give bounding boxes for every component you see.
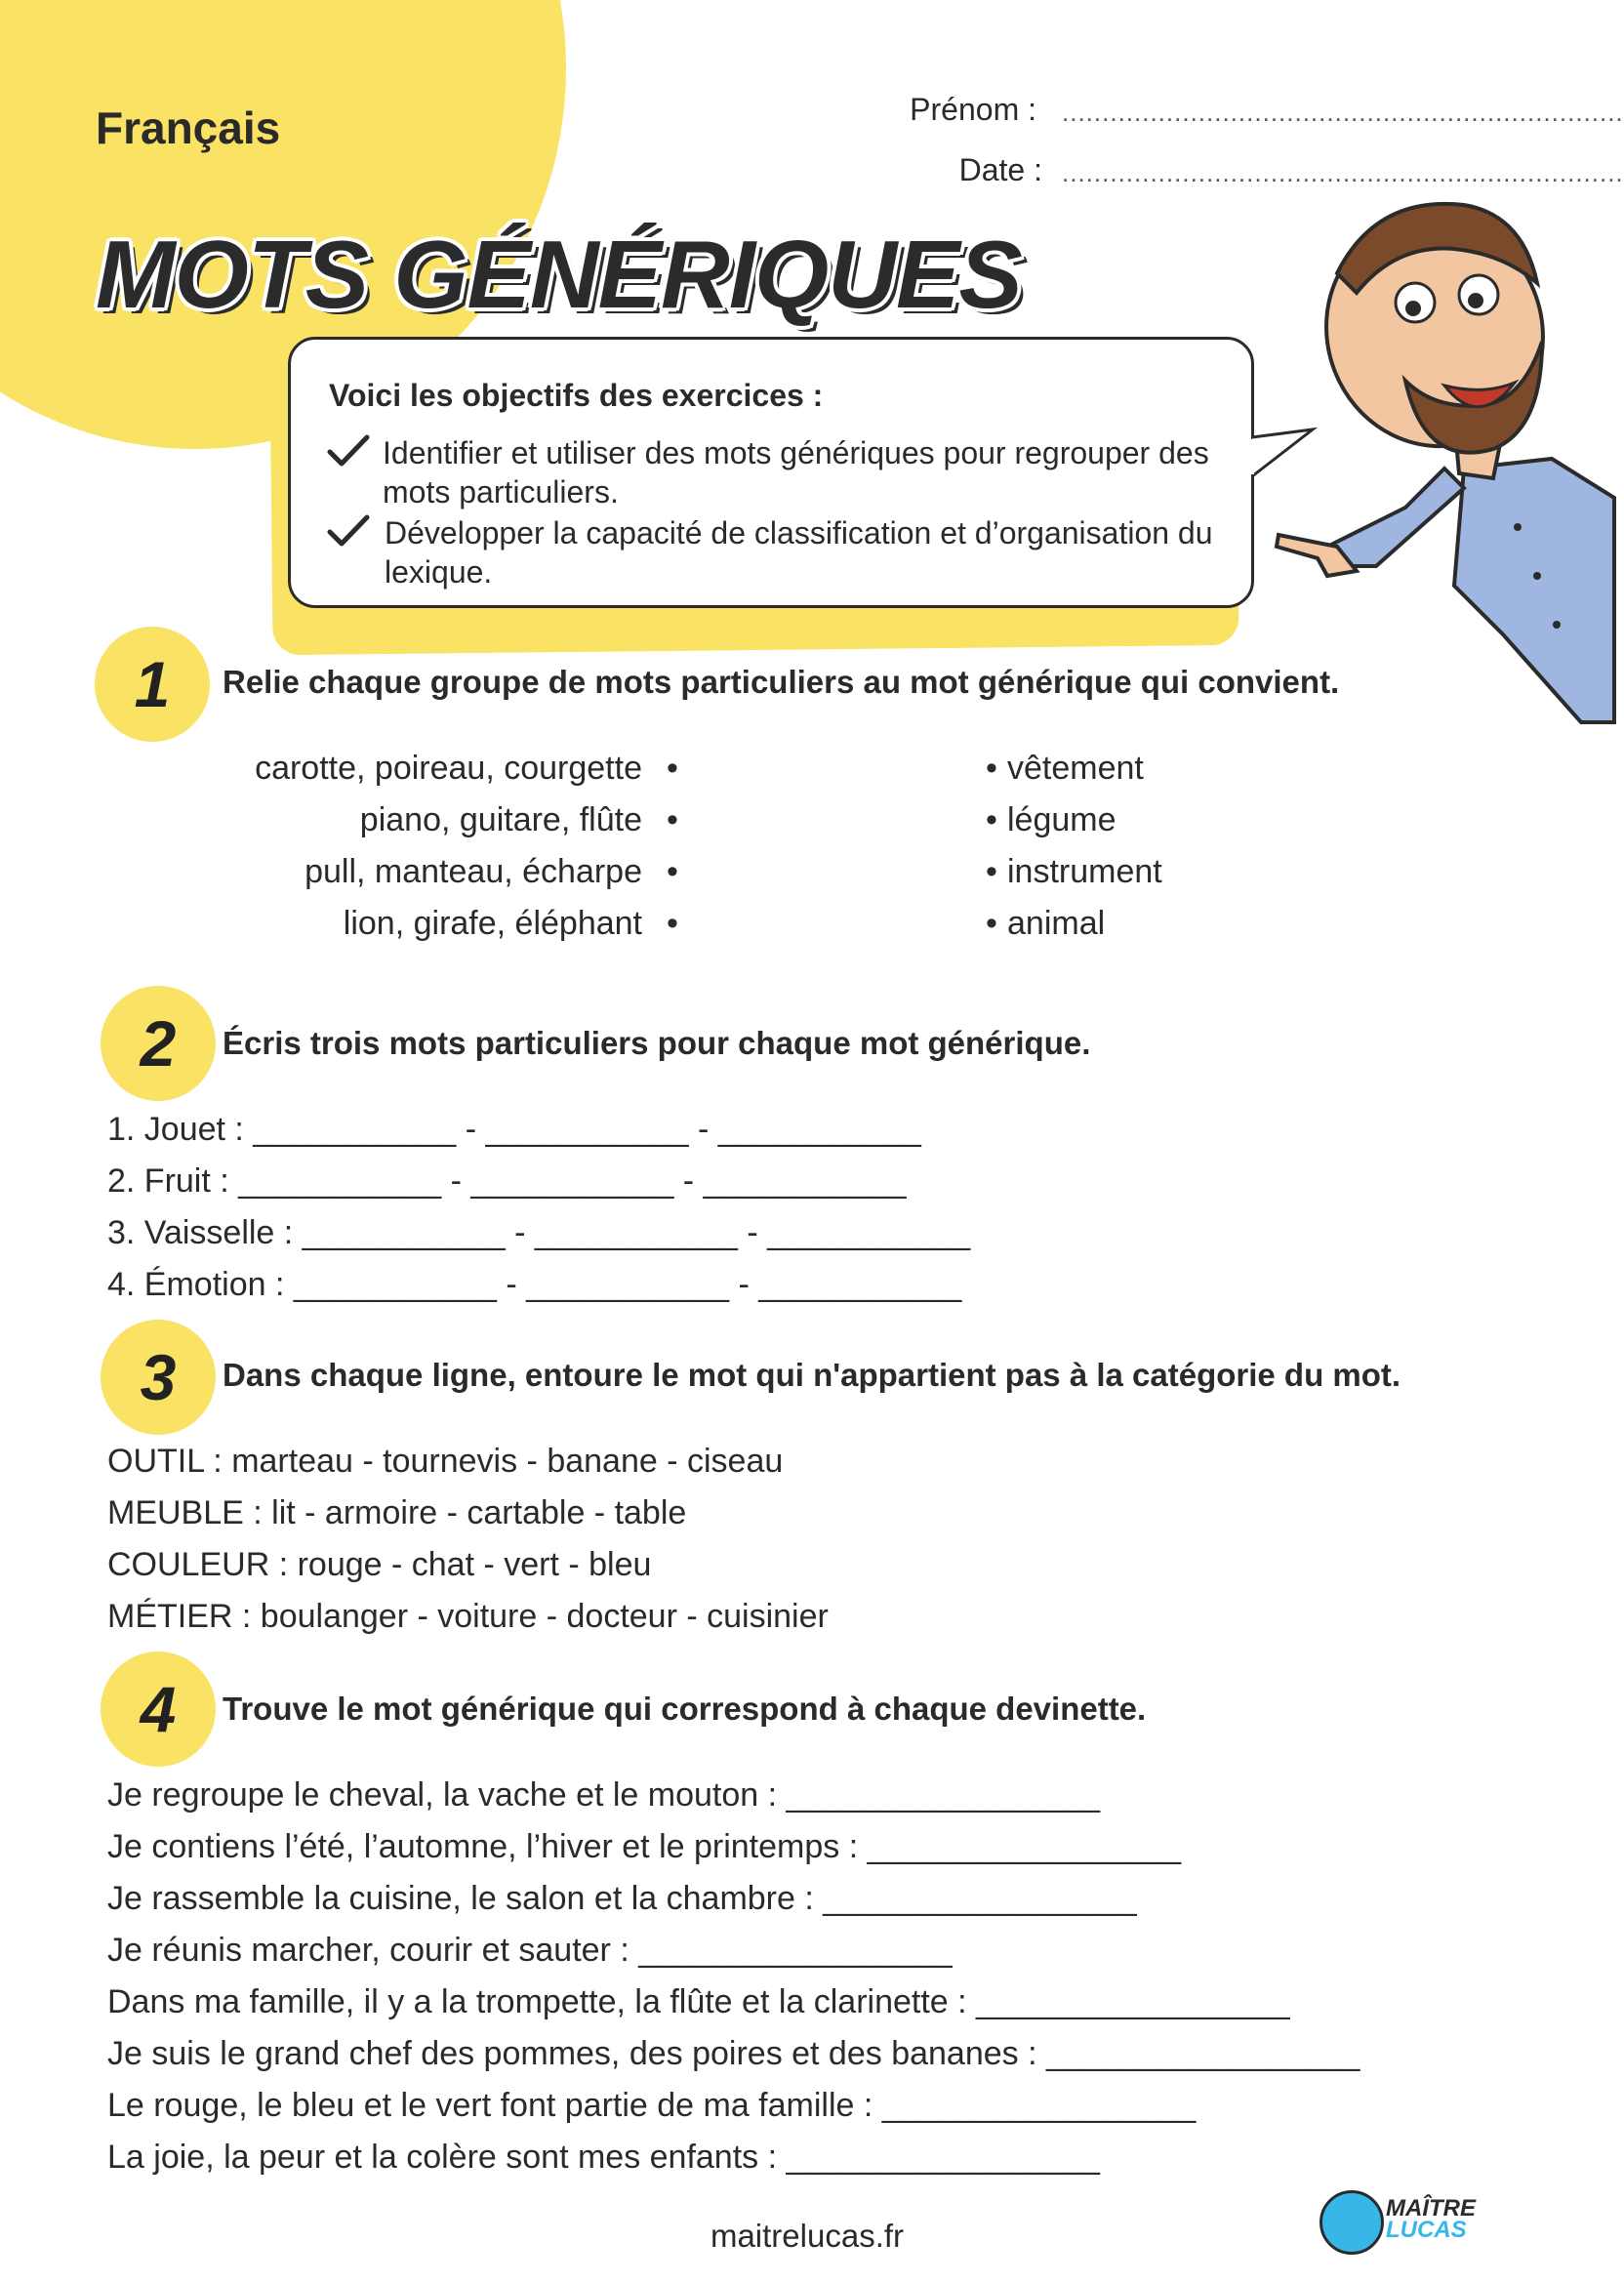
ex2-answer-line[interactable]: 2. Fruit : ___________ - ___________ - ___________ [107,1162,907,1200]
ex1-right-bullet[interactable]: • [986,801,997,838]
ex1-right-bullet[interactable]: • [986,905,997,942]
page-title: MOTS GÉNÉRIQUES [96,221,1022,328]
ex4-riddle-line[interactable]: Je rassemble la cuisine, le salon et la chambre : _________________ [107,1880,1137,1917]
ex4-riddle-line[interactable]: La joie, la peur et la colère sont mes enfants : _________________ [107,2139,1100,2176]
exercise-number-4: 4 [101,1651,216,1767]
ex4-riddle-line[interactable]: Dans ma famille, il y a la trompette, la flûte et la clarinette : _________________ [107,1983,1290,2020]
ex4-riddle-line[interactable]: Je réunis marcher, courir et sauter : _________________ [107,1932,953,1969]
objectives-heading: Voici les objectifs des exercices : [329,378,824,413]
ex2-answer-line[interactable]: 3. Vaisselle : ___________ - ___________ - ___________ [107,1214,971,1251]
ex1-right-item: vêtement [1007,750,1144,787]
exercise-1-instruction: Relie chaque groupe de mots particuliers au mot générique qui convient. [223,664,1340,700]
exercise-4-instruction: Trouve le mot générique qui correspond à chaque devinette. [223,1691,1147,1727]
checkmark-icon [327,514,370,550]
prenom-field[interactable]: ...................................................................... [1062,98,1624,127]
ex2-answer-line[interactable]: 1. Jouet : ___________ - ___________ - ___________ [107,1111,921,1148]
ex1-left-bullet[interactable]: • [667,750,678,787]
bubble-tail [1252,429,1320,498]
brain-logo-icon [1320,2190,1384,2255]
ex3-line[interactable]: MEUBLE : lit - armoire - cartable - table [107,1494,687,1531]
ex1-left-item: lion, girafe, éléphant [343,905,642,942]
checkmark-icon [327,434,370,469]
ex3-line[interactable]: OUTIL : marteau - tournevis - banane - ciseau [107,1443,784,1480]
ex4-riddle-line[interactable]: Je contiens l’été, l’automne, l’hiver et le printemps : _________________ [107,1828,1182,1865]
exercise-3-instruction: Dans chaque ligne, entoure le mot qui n'appartient pas à la catégorie du mot. [223,1357,1401,1393]
objective-item: Développer la capacité de classification et d’organisation du lexique. [385,515,1213,590]
ex1-right-bullet[interactable]: • [986,750,997,787]
objective-item: Identifier et utiliser des mots génériques pour regrouper des mots particuliers. [383,435,1209,510]
ex1-right-item: animal [1007,905,1106,942]
ex1-right-bullet[interactable]: • [986,853,997,890]
prenom-label: Prénom : [910,92,1036,127]
exercise-number-2: 2 [101,986,216,1101]
ex1-left-bullet[interactable]: • [667,853,678,890]
ex1-right-item: légume [1007,801,1116,838]
exercise-number-3: 3 [101,1320,216,1435]
ex3-line[interactable]: MÉTIER : boulanger - voiture - docteur - cuisinier [107,1598,829,1635]
ex3-line[interactable]: COULEUR : rouge - chat - vert - bleu [107,1546,652,1583]
ex2-answer-line[interactable]: 4. Émotion : ___________ - ___________ - ___________ [107,1266,962,1303]
ex4-riddle-line[interactable]: Je suis le grand chef des pommes, des poires et des bananes : _________________ [107,2035,1360,2072]
ex1-left-item: carotte, poireau, courgette [255,750,642,787]
brand-logo-line1: MAÎTRE [1386,2195,1476,2222]
ex1-right-item: instrument [1007,853,1162,890]
footer-url[interactable]: maitrelucas.fr [710,2218,905,2254]
ex1-left-bullet[interactable]: • [667,801,678,838]
date-field[interactable]: ...................................................................... [1062,158,1624,187]
ex1-left-bullet[interactable]: • [667,905,678,942]
brand-logo-line2: LUCAS [1386,2217,1467,2243]
brand-logo [1386,2195,1476,2243]
exercise-2-instruction: Écris trois mots particuliers pour chaque mot générique. [223,1025,1091,1061]
ex4-riddle-line[interactable]: Le rouge, le bleu et le vert font partie de ma famille : _________________ [107,2087,1197,2124]
exercise-number-1: 1 [95,627,210,742]
ex4-riddle-line[interactable]: Je regroupe le cheval, la vache et le mouton : _________________ [107,1776,1100,1814]
ex1-left-item: pull, manteau, écharpe [304,853,642,890]
ex1-left-item: piano, guitare, flûte [359,801,642,838]
subject-label: Français [96,102,281,153]
date-label: Date : [958,152,1042,187]
